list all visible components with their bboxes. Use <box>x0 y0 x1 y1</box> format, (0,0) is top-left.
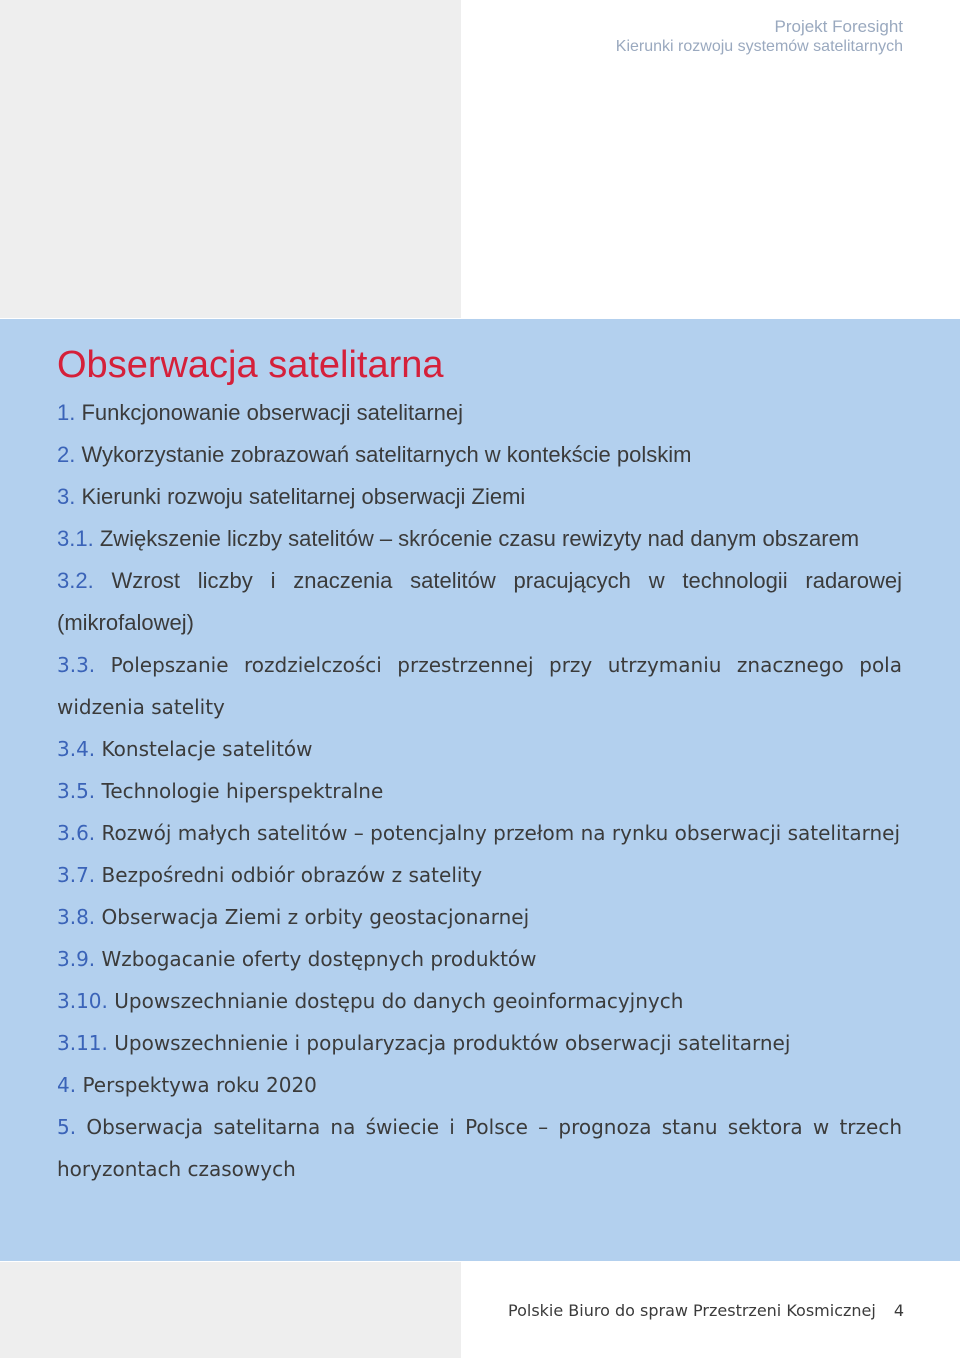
toc-item-3-5[interactable] <box>57 770 902 812</box>
toc-item-3-6[interactable] <box>57 812 902 854</box>
toc-text: Wykorzystanie zobrazowań satelitarnych w kontekście polskim <box>81 442 692 467</box>
toc-item-3-10[interactable] <box>57 980 902 1022</box>
footer-organization: Polskie Biuro do spraw Przestrzeni Kosmicznej <box>508 1301 876 1320</box>
toc-number: 5. <box>57 1115 77 1139</box>
toc-text: Funkcjonowanie obserwacji satelitarnej <box>81 400 464 425</box>
toc-number: 3.6. <box>57 821 96 845</box>
toc-number: 3.10. <box>57 989 108 1013</box>
toc-number: 1. <box>57 400 76 425</box>
toc-item-3-8[interactable] <box>57 896 902 938</box>
page-footer <box>508 1301 904 1320</box>
table-of-contents <box>57 392 902 1190</box>
toc-text: Wzrost liczby i znaczenia satelitów pracujących w technologii radarowej (mikrofalowej) <box>57 568 902 635</box>
toc-item-2[interactable] <box>57 434 902 476</box>
toc-text: Perspektywa roku 2020 <box>82 1073 317 1097</box>
toc-number: 3.1. <box>57 526 94 551</box>
page-number: 4 <box>893 1301 904 1320</box>
toc-text: Zwiększenie liczby satelitów – skrócenie czasu rewizyty nad danym obszarem <box>99 526 860 551</box>
toc-item-4[interactable] <box>57 1064 902 1106</box>
toc-item-5[interactable] <box>57 1106 902 1190</box>
toc-item-1[interactable] <box>57 392 902 434</box>
toc-item-3-1[interactable] <box>57 518 902 560</box>
toc-text: Polepszanie rozdzielczości przestrzennej przy utrzymaniu znacznego pola widzenia satelity <box>57 653 902 719</box>
toc-item-3-2[interactable] <box>57 560 902 644</box>
toc-item-3-9[interactable] <box>57 938 902 980</box>
header-gray-block <box>0 0 461 318</box>
section-title: Obserwacja satelitarna <box>57 344 444 386</box>
toc-text: Upowszechnienie i popularyzacja produktów obserwacji satelitarnej <box>114 1031 791 1055</box>
running-header <box>616 17 903 57</box>
toc-text: Bezpośredni odbiór obrazów z satelity <box>101 863 483 887</box>
toc-number: 3.3. <box>57 653 96 677</box>
toc-text: Wzbogacanie oferty dostępnych produktów <box>101 947 537 971</box>
toc-item-3-4[interactable] <box>57 728 902 770</box>
toc-number: 4. <box>57 1073 77 1097</box>
toc-item-3[interactable] <box>57 476 902 518</box>
toc-number: 3.2. <box>57 568 94 593</box>
toc-item-3-11[interactable] <box>57 1022 902 1064</box>
toc-text: Upowszechnianie dostępu do danych geoinformacyjnych <box>114 989 684 1013</box>
toc-number: 3. <box>57 484 76 509</box>
toc-text: Rozwój małych satelitów – potencjalny przełom na rynku obserwacji satelitarnej <box>101 821 901 845</box>
toc-text: Kierunki rozwoju satelitarnej obserwacji Ziemi <box>81 484 526 509</box>
header-subtitle: Kierunki rozwoju systemów satelitarnych <box>615 38 903 55</box>
header-project: Projekt Foresight <box>774 17 903 36</box>
toc-number: 3.5. <box>57 779 96 803</box>
toc-text: Obserwacja Ziemi z orbity geostacjonarnej <box>101 905 530 929</box>
toc-text: Obserwacja satelitarna na świecie i Polsce – prognoza stanu sektora w trzech horyzontach czasowych <box>57 1115 903 1181</box>
toc-item-3-7[interactable] <box>57 854 902 896</box>
footer-gray-block <box>0 1262 461 1358</box>
toc-text: Technologie hiperspektralne <box>101 779 384 803</box>
toc-number: 3.9. <box>57 947 96 971</box>
toc-number: 3.11. <box>57 1031 108 1055</box>
toc-number: 2. <box>57 442 76 467</box>
toc-number: 3.4. <box>57 737 96 761</box>
toc-text: Konstelacje satelitów <box>101 737 313 761</box>
toc-item-3-3[interactable] <box>57 644 902 728</box>
toc-number: 3.8. <box>57 905 96 929</box>
toc-number: 3.7. <box>57 863 96 887</box>
